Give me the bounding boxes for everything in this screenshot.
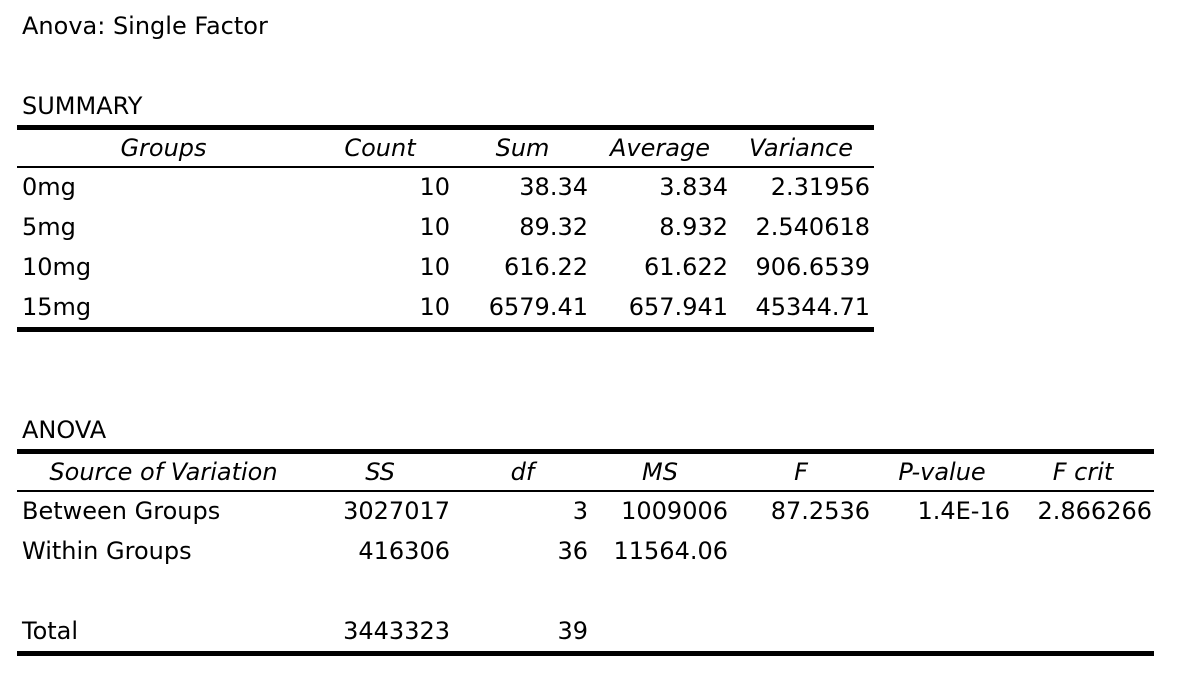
anova-header-f-crit: F crit xyxy=(1052,458,1114,486)
anova-header-df: df xyxy=(510,458,535,486)
summary-cell-average: 8.932 xyxy=(659,213,728,241)
summary-cell-sum: 38.34 xyxy=(519,173,588,201)
summary-header-average: Average xyxy=(610,134,710,162)
anova-header-p-value: P-value xyxy=(898,458,986,486)
anova-cell-source: Total xyxy=(22,617,79,645)
summary-cell-sum: 89.32 xyxy=(519,213,588,241)
anova-cell-ms: 1009006 xyxy=(621,497,728,525)
summary-header-count: Count xyxy=(344,134,416,162)
summary-cell-variance: 906.6539 xyxy=(755,253,870,281)
summary-bottom-rule xyxy=(17,327,874,332)
summary-cell-count: 10 xyxy=(419,293,450,321)
summary-cell-sum: 6579.41 xyxy=(488,293,588,321)
anova-cell-ss: 3027017 xyxy=(343,497,450,525)
anova-row-between xyxy=(0,491,1160,531)
summary-cell-group: 10mg xyxy=(22,253,92,281)
summary-row xyxy=(0,167,880,207)
anova-cell-source: Within Groups xyxy=(22,537,192,565)
anova-header-f: F xyxy=(794,458,808,486)
summary-header-variance: Variance xyxy=(748,134,853,162)
summary-header-sum: Sum xyxy=(495,134,550,162)
anova-cell-p-value: 1.4E-16 xyxy=(917,497,1010,525)
summary-cell-group: 15mg xyxy=(22,293,92,321)
anova-cell-df: 3 xyxy=(572,497,588,525)
anova-cell-source: Between Groups xyxy=(22,497,221,525)
summary-cell-variance: 2.540618 xyxy=(755,213,870,241)
anova-cell-df: 39 xyxy=(557,617,588,645)
anova-header-ss: SS xyxy=(365,458,395,486)
summary-cell-average: 657.941 xyxy=(628,293,728,321)
summary-cell-count: 10 xyxy=(419,213,450,241)
summary-cell-variance: 45344.71 xyxy=(755,293,870,321)
summary-cell-average: 61.622 xyxy=(644,253,728,281)
summary-label: SUMMARY xyxy=(22,92,143,120)
anova-header-ms: MS xyxy=(642,458,678,486)
summary-row xyxy=(0,207,880,247)
summary-header-row xyxy=(0,128,880,168)
anova-row-total xyxy=(0,611,1160,651)
anova-bottom-rule xyxy=(17,651,1154,656)
summary-cell-sum: 616.22 xyxy=(504,253,588,281)
anova-cell-ss: 3443323 xyxy=(343,617,450,645)
anova-header-row xyxy=(0,452,1160,492)
summary-cell-group: 5mg xyxy=(22,213,76,241)
summary-row xyxy=(0,247,880,287)
anova-row-within xyxy=(0,531,1160,571)
summary-row xyxy=(0,287,880,327)
anova-cell-ms: 11564.06 xyxy=(613,537,728,565)
anova-cell-f-crit: 2.866266 xyxy=(1037,497,1152,525)
anova-cell-ss: 416306 xyxy=(358,537,450,565)
summary-cell-variance: 2.31956 xyxy=(770,173,870,201)
summary-cell-group: 0mg xyxy=(22,173,76,201)
anova-cell-f: 87.2536 xyxy=(770,497,870,525)
summary-cell-count: 10 xyxy=(419,173,450,201)
summary-cell-average: 3.834 xyxy=(659,173,728,201)
anova-header-source: Source of Variation xyxy=(49,458,278,486)
summary-header-groups: Groups xyxy=(120,134,207,162)
summary-cell-count: 10 xyxy=(419,253,450,281)
anova-cell-df: 36 xyxy=(557,537,588,565)
anova-label: ANOVA xyxy=(22,416,107,444)
page-title: Anova: Single Factor xyxy=(22,12,268,40)
